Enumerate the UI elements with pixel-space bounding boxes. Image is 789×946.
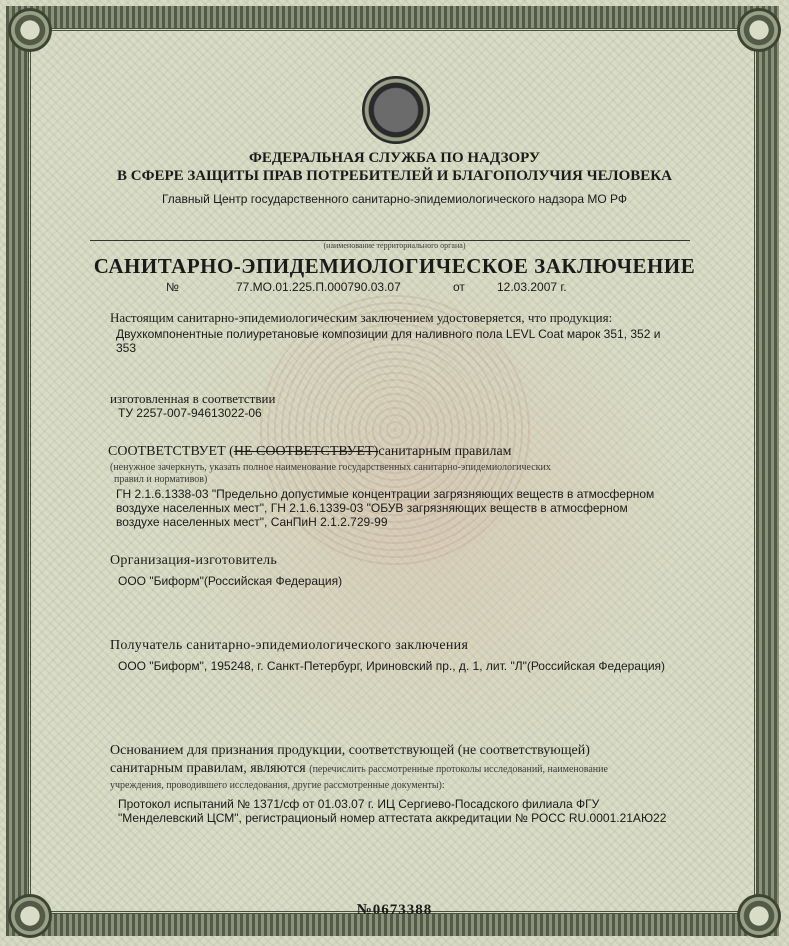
number-prefix: № bbox=[166, 280, 179, 294]
recipient-label: Получатель санитарно-эпидемиологического заключения bbox=[110, 638, 469, 653]
protocol-line-2: "Менделевский ЦСМ", регистрационый номер аттестата аккредитации № РОСС RU.0001.21АЮ22 bbox=[118, 811, 667, 825]
basis-note-1: (перечислить рассмотренные протоколы исследований, наименование bbox=[309, 764, 608, 775]
territorial-organ: Главный Центр государственного санитарно-эпидемиологического надзора МО РФ bbox=[161, 192, 628, 206]
manufacturer-label: Организация-изготовитель bbox=[110, 553, 278, 568]
rules-suffix: санитарным правилам bbox=[378, 444, 512, 459]
header-line-1: ФЕДЕРАЛЬНАЯ СЛУЖБА ПО НАДЗОРУ bbox=[249, 150, 540, 166]
rules-line-2: воздухе населенных мест", ГН 2.1.6.1339-03 "ОБУВ загрязняющих веществ в атмосферном bbox=[116, 501, 628, 515]
corner-ornament bbox=[737, 8, 781, 52]
rules-note-2: правил и нормативов) bbox=[114, 474, 208, 485]
serial-number: №0673388 bbox=[356, 902, 433, 918]
header-line-2: В СФЕРЕ ЗАЩИТЫ ПРАВ ПОТРЕБИТЕЛЕЙ И БЛАГОПОЛУЧИЯ ЧЕЛОВЕКА bbox=[117, 168, 672, 184]
manufacturer-name: ООО "Биформ"(Российская Федерация) bbox=[118, 574, 343, 588]
manufactured-label: изготовленная в соответствии bbox=[110, 391, 276, 406]
conforms-text: СООТВЕТСТВУЕТ ( bbox=[108, 444, 234, 459]
date-prefix: от bbox=[453, 280, 465, 294]
document-title: САНИТАРНО-ЭПИДЕМИОЛОГИЧЕСКОЕ ЗАКЛЮЧЕНИЕ bbox=[93, 254, 696, 278]
basis-line-1: Основанием для признания продукции, соответствующей (не соответствующей) bbox=[110, 743, 590, 758]
certificate-date: 12.03.2007 г. bbox=[497, 280, 567, 294]
rules-line-1: ГН 2.1.6.1338-03 "Предельно допустимые концентрации загрязняющих веществ в атмосферном bbox=[116, 487, 655, 501]
recipient-name: ООО "Биформ", 195248, г. Санкт-Петербург, Ириновский пр., д. 1, лит. "Л"(Российская Федерация) bbox=[118, 659, 666, 673]
basis-line-2-text: санитарным правилам, являются bbox=[110, 761, 306, 776]
basis-note-2: учреждения, проводившего исследования, другие рассмотренные документы): bbox=[110, 780, 445, 791]
certificate-number: 77.МО.01.225.П.000790.03.07 bbox=[236, 280, 401, 294]
rules-line-3: воздухе населенных мест", СанПиН 2.1.2.729-99 bbox=[116, 515, 388, 529]
product-line-2: 353 bbox=[116, 341, 137, 355]
conformity-statement bbox=[108, 444, 512, 460]
state-emblem-icon bbox=[362, 76, 430, 144]
rules-note-1: (ненужное зачеркнуть, указать полное наименование государственных санитарно-эпидемиологических bbox=[110, 462, 551, 473]
technical-standard: ТУ 2257-007-94613022-06 bbox=[118, 406, 262, 420]
not-conforms-text: НЕ СООТВЕТСТВУЕТ) bbox=[233, 444, 379, 459]
basis-line-2 bbox=[110, 761, 608, 777]
protocol-line-1: Протокол испытаний № 1371/сф от 01.03.07 г. ИЦ Сергиево-Посадского филиала ФГУ bbox=[118, 797, 600, 811]
corner-ornament bbox=[8, 8, 52, 52]
certifies-label: Настоящим санитарно-эпидемиологическим заключением удостоверяется, что продукция: bbox=[110, 310, 613, 325]
product-line-1: Двухкомпонентные полиуретановые композиции для наливного пола LEVL Coat марок 351, 352 и bbox=[116, 327, 661, 341]
organ-caption: (наименование территориального органа) bbox=[323, 241, 466, 250]
